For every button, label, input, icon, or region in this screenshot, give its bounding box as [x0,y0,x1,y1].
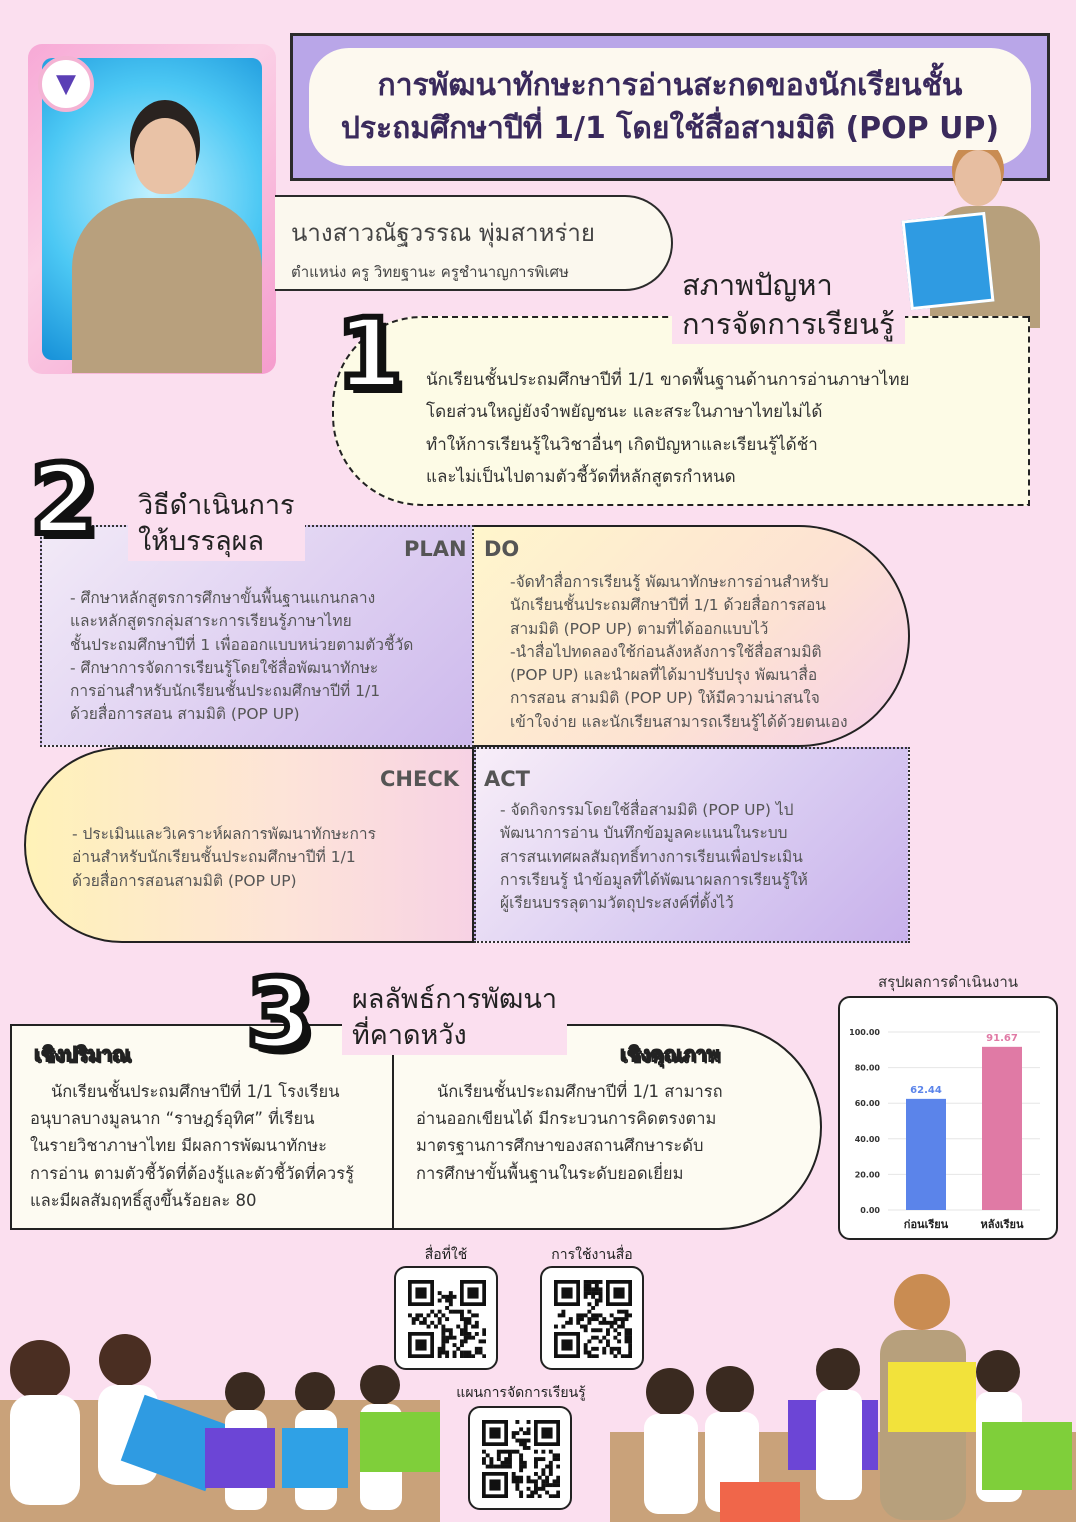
section2-heading [128,488,305,561]
y-tick-label: 0.00 [860,1206,880,1215]
results-box [10,1024,822,1230]
bar-value-label: 91.67 [986,1032,1018,1044]
section3-heading-line-1: ผลลัพธ์การพัฒนา [342,982,567,1018]
problem-line: และไม่เป็นไปตามตัวชี้วัดที่หลักสูตรกำหนด [426,466,736,487]
students-photo-right [610,1262,1076,1522]
act-line: ผู้เรียนบรรลุตามวัตถุประสงค์ที่ตั้งไว้ [500,894,734,912]
qualitative-line: นักเรียนชั้นประถมศึกษาปีที่ 1/1 สามารถ [416,1082,723,1101]
do-label: DO [484,537,520,561]
students-photo-left [0,1300,440,1522]
act-quadrant [474,747,910,943]
check-line: อ่านสำหรับนักเรียนชั้นประถมศึกษาปีที่ 1/1 [72,848,356,867]
plan-line: และหลักสูตรกลุ่มสาระการเรียนรู้ภาษาไทย [70,612,352,631]
section-number-1: 1 [336,298,403,410]
quantitative-text [30,1078,390,1214]
do-line: -นำสื่อไปทดลองใช้ก่อนลังหลังการใช้สื่อสามมิติ [510,642,822,661]
qr-plan-card[interactable] [468,1406,572,1510]
results-chart-svg [840,998,1056,1238]
section1-heading-line-2: การจัดการเรียนรู้ [672,305,905,344]
results-chart [838,996,1058,1240]
section1-heading [672,266,905,344]
act-line: - จัดกิจกรรมโดยใช้สื่อสามมิติ (POP UP) ไป [500,801,794,819]
students-illustration [0,1300,440,1522]
section-number-2: 2 [30,444,97,556]
qr-code-icon [482,1420,560,1498]
act-line: สารสนเทศผลสัมฤทธิ์ทางการเรียนเพื่อประเมิน [500,847,803,866]
school-logo-icon: ▼ [38,56,94,112]
qualitative-line: มาตรฐานการศึกษาของสถานศึกษาระดับ [416,1136,704,1156]
qr-media-label: สื่อที่ใช้ [424,1247,468,1263]
title-line-2: ประถมศึกษาปีที่ 1/1 โดยใช้สื่อสามมิติ (POP UP) [340,111,1000,146]
y-tick-label: 80.00 [854,1063,880,1073]
problem-box [332,316,1030,506]
check-label: CHECK [380,767,460,791]
teacher-position: ตำแหน่ง ครู วิทยฐานะ ครูชำนาญการพิเศษ [291,263,569,281]
title-line-1: การพัฒนาทักษะการอ่านสะกดของนักเรียนชั้น [377,67,963,103]
teacher-with-popup-photo [900,150,1050,328]
qr-usage-label: การใช้งานสื่อ [551,1247,633,1263]
y-tick-label: 100.00 [849,1028,880,1037]
do-quadrant [474,525,910,747]
do-line: สามมิติ (POP UP) ตามที่ได้ออกแบบไว้ [510,619,769,638]
y-tick-label: 60.00 [854,1099,880,1109]
do-line: -จัดทำสื่อการเรียนรู้ พัฒนาทักษะการอ่านสำหรับ [510,573,829,591]
teacher-name: นางสาวณัฐวรรณ พุ่มสาหร่าย [291,219,595,247]
section3-heading [342,982,567,1055]
pdca-diagram [40,525,910,943]
do-line: นักเรียนชั้นประถมศึกษาปีที่ 1/1 ด้วยสื่อการสอน [510,596,826,615]
bar [982,1047,1022,1210]
qualitative-line: การศึกษาขั้นพื้นฐานในระดับยอดเยี่ยม [416,1163,684,1183]
qr-plan-label: แผนการจัดการเรียนรู้ [456,1385,586,1401]
quantitative-label: เชิงปริมาณ [34,1042,131,1066]
problem-line: ทำให้การเรียนรู้ในวิชาอื่นๆ เกิดปัญหาและเรียนรู้ได้ช้า [426,434,818,455]
plan-line: การอ่านสำหรับนักเรียนชั้นประถมศึกษาปีที่ 1/1 [70,682,381,700]
quantitative-line: ในรายวิชาภาษาไทย มีผลการพัฒนาทักษะ [30,1136,327,1156]
quantitative-line: การอ่าน ตามตัวชี้วัดที่ต้องรู้และตัวชี้วัดที่ควรรู้ [30,1163,354,1183]
do-line: เข้าใจง่าย และนักเรียนสามารถเรียนรู้ได้ด้วยตนเอง [510,712,848,731]
act-line: พัฒนาการอ่าน บันทึกข้อมูลคะแนนในระบบ [500,824,788,843]
do-line: (POP UP) และนำผลที่ได้มาปรับปรุง พัฒนาสื่อ [510,666,818,684]
plan-label: PLAN [404,537,467,561]
section-number-3: 3 [246,958,313,1070]
plan-line: ด้วยสื่อการสอน สามมิติ (POP UP) [70,705,300,724]
qualitative-label: เชิงคุณภาพ [620,1042,720,1066]
y-tick-label: 20.00 [854,1170,880,1180]
check-line: ด้วยสื่อการสอนสามมิติ (POP UP) [72,871,297,890]
quantitative-line: อนุบาลบางมูลนาก “ราษฎร์อุทิศ” ที่เรียน [30,1109,315,1129]
students-teacher-illustration [610,1262,1076,1522]
problem-line: โดยส่วนใหญ่ยังจำพยัญชนะ และสระในภาษาไทยไม่ได้ [426,402,823,423]
bar-value-label: 62.44 [910,1084,942,1096]
problem-line: นักเรียนชั้นประถมศึกษาปีที่ 1/1 ขาดพื้นฐานด้านการอ่านภาษาไทย [426,370,910,390]
qualitative-line: อ่านออกเขียนได้ มีกระบวนการคิดตรงตาม [416,1109,717,1129]
check-line: - ประเมินและวิเคราะห์ผลการพัฒนาทักษะการ [72,825,376,843]
plan-line: - ศึกษาหลักสูตรการศึกษาขั้นพื้นฐานแกนกลาง [70,589,376,607]
section1-heading-line-1: สภาพปัญหา [672,266,905,305]
bar [906,1099,946,1210]
qualitative-text [416,1078,776,1187]
chart-title: สรุปผลการดำเนินงาน [877,973,1019,991]
quantitative-line: และมีผลสัมฤทธิ์สูงขึ้นร้อยละ 80 [30,1190,257,1210]
results-divider [392,1026,394,1228]
quantitative-line: นักเรียนชั้นประถมศึกษาปีที่ 1/1 โรงเรียน [30,1082,340,1101]
teacher-name-card [275,195,673,291]
section3-heading-line-2: ที่คาดหวัง [342,1018,567,1054]
do-line: การสอน สามมิติ (POP UP) ให้มีความน่าสนใจ [510,689,820,708]
plan-line: ชั้นประถมศึกษาปีที่ 1 เพื่อออกแบบหน่วยตามตัวชี้วัด [70,635,414,654]
x-tick-label: หลังเรียน [980,1218,1024,1231]
section2-heading-line-1: วิธีดำเนินการ [128,488,305,524]
plan-line: - ศึกษาการจัดการเรียนรู้โดยใช้สื่อพัฒนาทักษะ [70,658,379,677]
act-label: ACT [484,767,530,791]
section2-heading-line-2: ให้บรรลุผล [128,524,305,560]
y-tick-label: 40.00 [854,1134,880,1144]
x-tick-label: ก่อนเรียน [903,1218,949,1231]
act-line: การเรียนรู้ นำข้อมูลที่ได้พัฒนาผลการเรียนรู้ให้ [500,870,808,889]
